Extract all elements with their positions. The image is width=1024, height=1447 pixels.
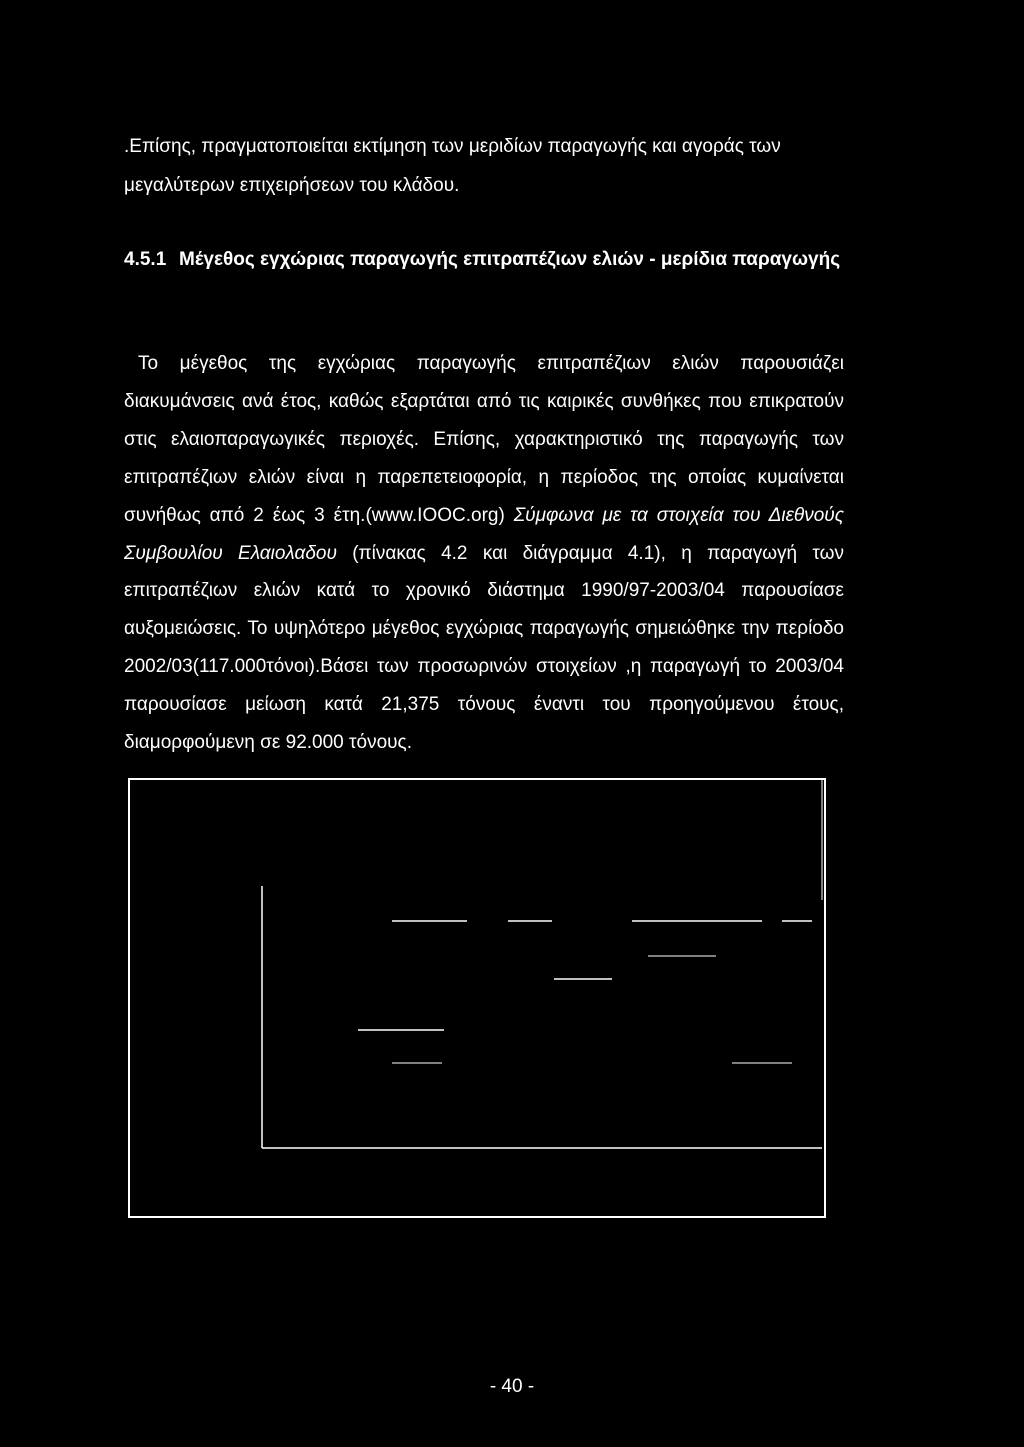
- intro-paragraph: .Επίσης, πραγματοποιείται εκτίμηση των μεριδίων παραγωγής και αγοράς των μεγαλύτερων επιχειρήσεων του κλάδου.: [124, 136, 781, 196]
- section-title: Μέγεθος εγχώριας παραγωγής επιτραπέζιων ελιών - μερίδια παραγωγής: [179, 249, 841, 270]
- figure-frame: [128, 778, 826, 1218]
- body-text-italic: Σύμφωνα με τα στοιχεία του Διεθνούς Συμβουλίου Ελαιολαδου: [124, 504, 844, 564]
- figure-chart-remnant: [130, 780, 824, 1216]
- section-number: 4.5.1: [124, 249, 167, 270]
- body-paragraph: [124, 345, 844, 762]
- page-number: - 40 -: [489, 1376, 535, 1397]
- section-heading: [124, 238, 844, 281]
- body-text-part2: (πίνακας 4.2 και διάγραμμα 4.1), η παραγωγή των επιτραπέζιων ελιών κατά το χρονικό διάστημα 1990/97-2003/04 παρουσίασε αυξομειώσεις. Το υψηλότερο μέγεθος εγχώριας παραγωγής σημειώθηκε την περίοδο 2002/03(117.000τόνοι).Βάσει των προσωρινών στοιχείων ,η παραγωγή το 2003/04 παρουσίασε μείωση κατά 21,375 τόνους έναντι του προηγούμενου έτους, διαμορφούμενη σε 92.000 τόνους.: [124, 542, 844, 754]
- body-text-part1: Το μέγεθος της εγχώριας παραγωγής επιτραπέζιων ελιών παρουσιάζει διακυμάνσεις ανά έτος, καθώς εξαρτάται από τις καιρικές συνθήκες που επικρατούν στις ελαιοπαραγωγικές περιοχές. Επίσης, χαρακτηριστικό της παραγωγής των επιτραπέζιων ελιών είναι η παρεπετειοφορία, η περίοδος της οποίας κυμαίνεται συνήθως από 2 έως 3 έτη.(www.IOOC.org): [124, 353, 844, 526]
